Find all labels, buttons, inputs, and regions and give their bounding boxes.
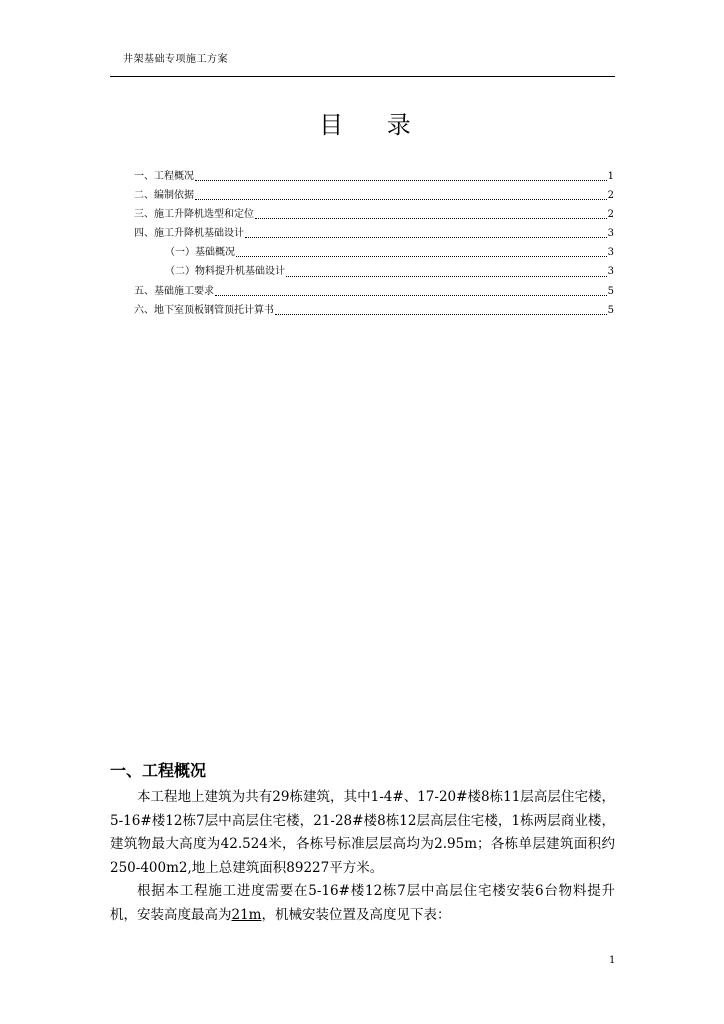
underlined-height-value: 21m [231,906,262,923]
toc-leader-dots [215,295,607,296]
toc-subentry[interactable] [134,262,614,281]
toc-entry[interactable] [134,301,614,320]
toc-entry-label: （二）物料提升机基础设计 [165,266,285,278]
toc-entry-label: 四、施工升降机基础设计 [134,228,244,240]
toc-leader-dots [286,276,607,277]
page-number: 1 [609,955,616,966]
document-header-title: 井架基础专项施工方案 [123,54,228,65]
paragraph-text: ，机械安装位置及高度见下表： [261,906,451,923]
toc-leader-dots [275,314,607,315]
section-body [110,786,615,927]
toc-leader-dots [245,237,607,238]
toc-entry-page: 2 [607,209,614,221]
body-paragraph [110,880,615,927]
toc-entry-page: 3 [607,266,614,278]
toc-entry[interactable] [134,282,614,301]
toc-entry-page: 2 [607,190,614,202]
toc-entry[interactable] [134,224,614,243]
toc-entry-page: 5 [607,285,614,297]
toc-entry-label: 六、地下室顶板钢管顶托计算书 [134,304,274,316]
toc-entry-label: 五、基础施工要求 [134,285,214,297]
toc-entry[interactable] [134,205,614,224]
toc-leader-dots [255,218,607,219]
toc-entry-page: 3 [607,247,614,259]
toc-entry-label: （一）基础概况 [165,247,235,259]
toc-entry[interactable] [134,186,614,205]
toc-title: 目 录 [319,111,429,139]
toc-entry[interactable] [134,167,614,186]
toc-leader-dots [195,199,607,200]
toc-entry-page: 5 [607,304,614,316]
toc-entry-label: 一、工程概况 [134,171,194,182]
toc-entry-page: 3 [607,228,614,240]
body-paragraph: 本工程地上建筑为共有29栋建筑，其中1-4#、17-20#楼8栋11层高层住宅楼，5-16#楼12栋7层中高层住宅楼，21-28#楼8栋12层高层住宅楼，1栋两层商业楼，建筑物最大高度为42.524米，各栋号标准层层高均为2.95m；各栋单层建筑面积约250-400m2,地上总建筑面积89227平方米。 [110,789,615,876]
table-of-contents [134,167,614,320]
toc-entry-label: 二、编制依据 [134,190,194,202]
toc-leader-dots [236,256,607,257]
toc-entry-page: 1 [607,171,614,182]
section-heading: 一、工程概况 [110,761,207,780]
toc-subentry[interactable] [134,243,614,262]
paragraph-text: 根据本工程施工进度需要在5-16#楼12栋7层中高层住宅楼安装6台物料提升机，安装高度最高为 [110,883,615,923]
toc-leader-dots [195,180,607,181]
header-divider [110,76,615,77]
toc-entry-label: 三、施工升降机选型和定位 [134,209,254,221]
